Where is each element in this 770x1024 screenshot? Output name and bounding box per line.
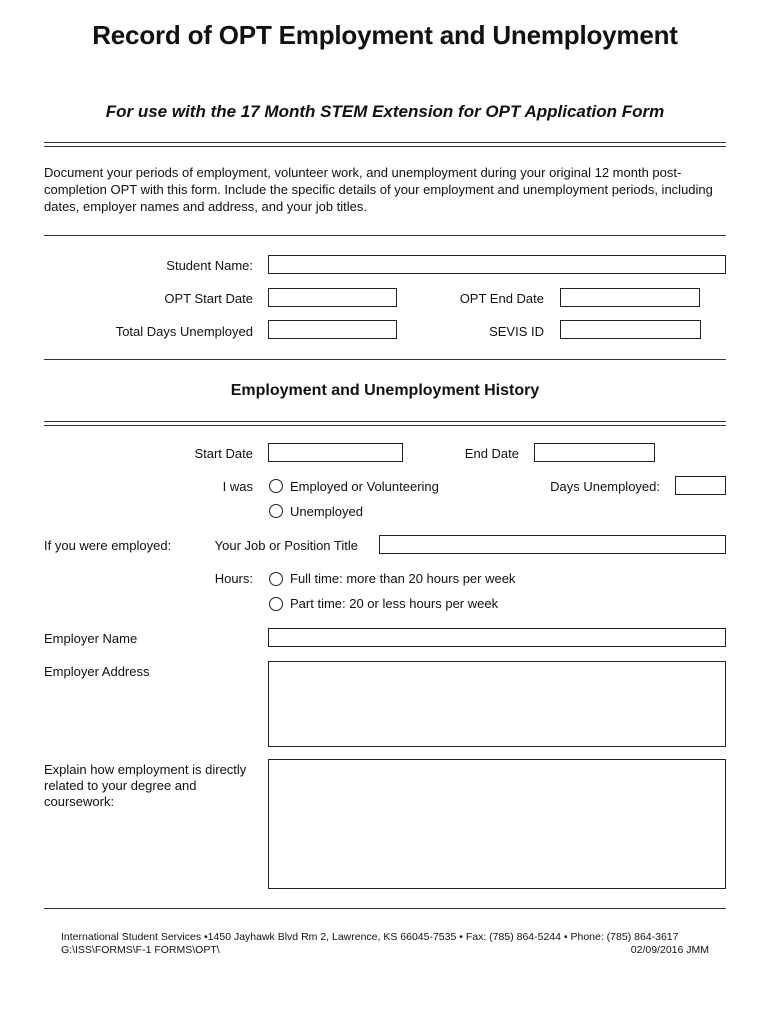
parttime-radio[interactable] bbox=[269, 597, 283, 611]
hours-label: Hours: bbox=[214, 571, 253, 586]
divider bbox=[44, 359, 726, 360]
explain-field[interactable] bbox=[268, 759, 726, 889]
footer-path: G:\ISS\FORMS\F-1 FORMS\OPT\ bbox=[61, 944, 220, 956]
page-title: Record of OPT Employment and Unemployment bbox=[92, 20, 678, 50]
end-date-label: End Date bbox=[464, 446, 519, 461]
if-employed-label: If you were employed: bbox=[44, 538, 172, 553]
explain-label-line2: related to your degree and bbox=[44, 778, 197, 793]
explain-label-line1: Explain how employment is directly bbox=[44, 762, 247, 777]
unemployed-radio[interactable] bbox=[269, 504, 283, 518]
employer-address-field[interactable] bbox=[268, 661, 726, 747]
end-date-field[interactable] bbox=[534, 443, 655, 462]
i-was-label: I was bbox=[222, 479, 253, 494]
student-name-field[interactable] bbox=[268, 255, 726, 274]
opt-end-label: OPT End Date bbox=[459, 291, 544, 306]
explain-label-line3: coursework: bbox=[44, 794, 115, 809]
page-subtitle: For use with the 17 Month STEM Extension for OPT Application Form bbox=[105, 102, 665, 121]
start-date-label: Start Date bbox=[194, 446, 253, 461]
employed-option-label: Employed or Volunteering bbox=[290, 479, 439, 494]
total-days-unemployed-field[interactable] bbox=[268, 320, 397, 339]
divider bbox=[44, 908, 726, 909]
intro-text: Document your periods of employment, volunteer work, and unemployment during your original 12 month post-completion OPT with this form. Include the specific details of your employment and unemployment periods, including dates, employer names and address, and your job titles. bbox=[44, 165, 713, 214]
double-divider bbox=[44, 421, 726, 426]
employed-radio[interactable] bbox=[269, 479, 283, 493]
fulltime-option-label: Full time: more than 20 hours per week bbox=[290, 571, 516, 586]
employer-name-field[interactable] bbox=[268, 628, 726, 647]
parttime-option-label: Part time: 20 or less hours per week bbox=[290, 596, 499, 611]
opt-start-label: OPT Start Date bbox=[164, 291, 253, 306]
footer-address: International Student Services •1450 Jayhawk Blvd Rm 2, Lawrence, KS 66045-7535 • Fax: (785) 864-5244 • Phone: (785) 864-3617 bbox=[61, 931, 679, 943]
section-title: Employment and Unemployment History bbox=[230, 382, 540, 399]
opt-start-field[interactable] bbox=[268, 288, 397, 307]
start-date-field[interactable] bbox=[268, 443, 403, 462]
sevis-id-field[interactable] bbox=[560, 320, 701, 339]
employer-address-label: Employer Address bbox=[44, 664, 150, 679]
student-name-label: Student Name: bbox=[166, 258, 253, 273]
fulltime-radio[interactable] bbox=[269, 572, 283, 586]
days-unemployed-label: Days Unemployed: bbox=[550, 479, 660, 494]
opt-end-field[interactable] bbox=[560, 288, 700, 307]
divider bbox=[44, 235, 726, 236]
job-title-label: Your Job or Position Title bbox=[214, 538, 358, 553]
footer-date: 02/09/2016 JMM bbox=[630, 944, 709, 956]
employer-name-label: Employer Name bbox=[44, 631, 138, 646]
sevis-id-label: SEVIS ID bbox=[489, 324, 544, 339]
double-divider bbox=[44, 142, 726, 147]
unemployed-option-label: Unemployed bbox=[290, 504, 363, 519]
days-unemployed-field[interactable] bbox=[675, 476, 726, 495]
total-days-unemployed-label: Total Days Unemployed bbox=[115, 324, 253, 339]
job-title-field[interactable] bbox=[379, 535, 726, 554]
